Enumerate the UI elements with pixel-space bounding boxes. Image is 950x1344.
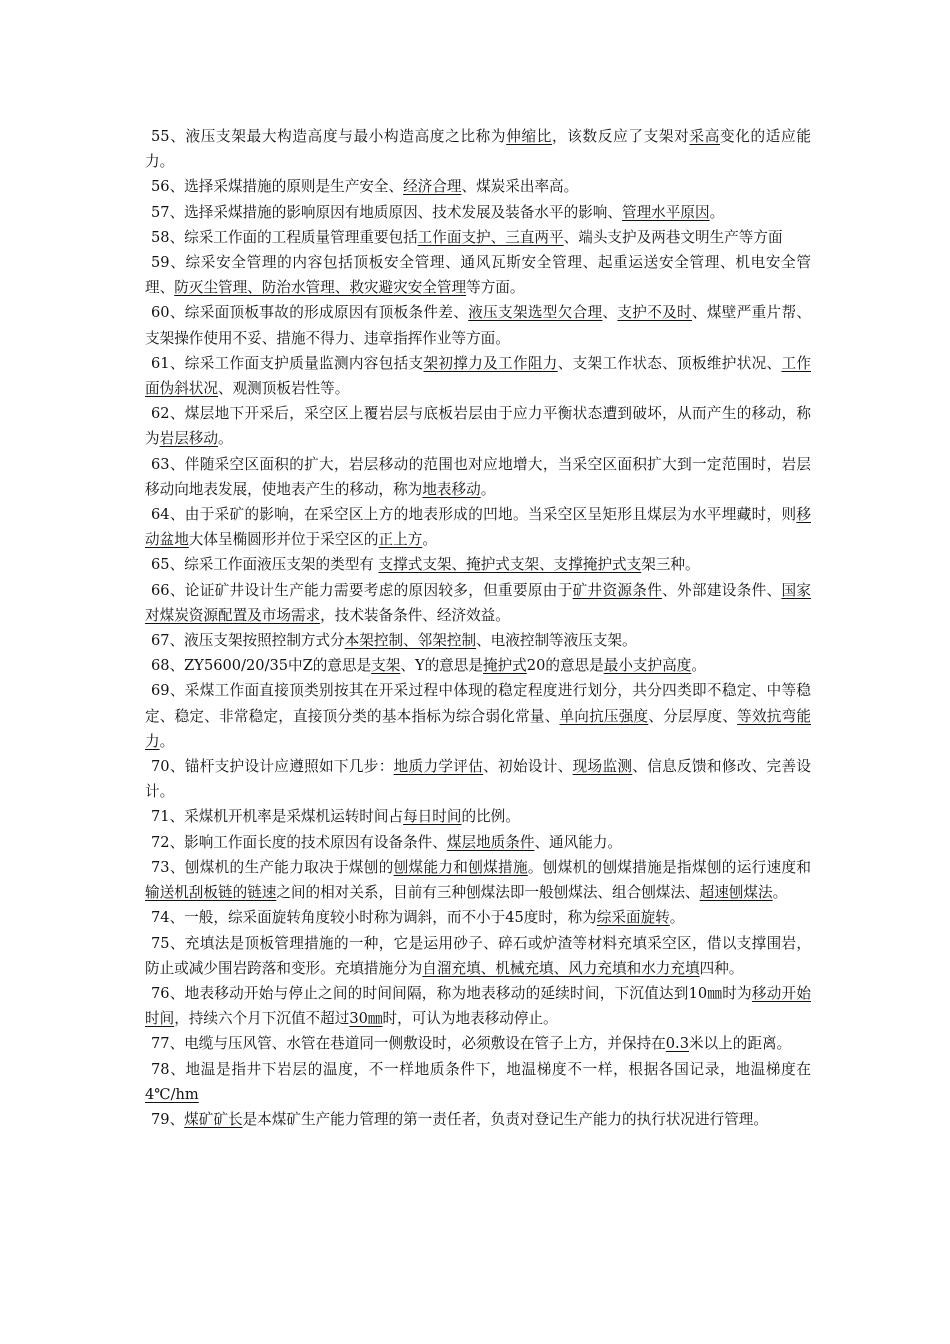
- question-text: 是本煤矿生产能力管理的第一责任者，负责对登记生产能力的执行状况进行管理。: [242, 1110, 768, 1128]
- question-text: 63、伴随采空区面积的扩大，岩层移动的范围也对应地增大，当采空区面积扩大到一定范围时，岩层移动向地表发展，使地表产生的移动，称为: [145, 455, 811, 498]
- question-item-68: [145, 653, 811, 678]
- question-item-69: [145, 678, 811, 754]
- answer-blank: 掩护式: [482, 657, 527, 675]
- question-item-79: [145, 1107, 811, 1132]
- answer-blank: 支护不及时: [617, 304, 692, 322]
- question-text: 、端头支护及两巷文明生产等方面: [563, 228, 783, 246]
- question-text: 时，可认为地表移动停止。: [382, 1010, 558, 1028]
- question-text: 60、综采面顶板事故的形成原因有顶板条件差、: [151, 304, 469, 322]
- question-item-55: [145, 124, 811, 174]
- question-item-64: [145, 502, 811, 552]
- question-item-57: [145, 200, 811, 225]
- question-number: 79、: [151, 1110, 185, 1128]
- question-text: 、煤壁严重片帮、支架操作使用不妥、措施不得力、违章指挥作业等方面。: [145, 304, 811, 347]
- question-text: 64、由于采矿的影响，在采空区上方的地表形成的凹地。当采空区呈矩形且煤层为水平埋藏时，则: [151, 506, 797, 524]
- question-text: 。: [772, 884, 788, 902]
- question-text: 66、论证矿井设计生产能力需要考虑的原因较多，但重要原由于: [151, 581, 573, 599]
- answer-blank: 管理水平原因: [621, 203, 710, 221]
- answer-blank: 移动盆地: [145, 506, 811, 549]
- question-text: 。: [422, 531, 437, 549]
- question-text: 四种。: [699, 959, 744, 977]
- answer-blank: 0.3: [665, 1035, 689, 1053]
- answer-blank: 刨煤能力和刨煤措施: [393, 858, 528, 876]
- question-item-78: [145, 1057, 811, 1107]
- question-text: 米以上的距离。: [688, 1035, 792, 1053]
- question-text: 76、地表移动开始与停止之间的时间间隔，称为地表移动的延续时间，下沉值达到10㎜时为: [151, 984, 752, 1002]
- question-item-77: [145, 1031, 811, 1056]
- answer-blank: 等效抗弯能力: [145, 707, 811, 750]
- answer-blank: 综采面旋转: [596, 909, 670, 927]
- question-text: 、外部建设条件、: [662, 581, 782, 599]
- question-text: 62、煤层地下开采后，采空区上覆岩层与底板岩层由于应力平衡状态遭到破坏，从而产生的移动，称为: [145, 405, 811, 448]
- question-text: 、观测顶板岩性等。: [217, 380, 350, 398]
- question-text: 78、地温是指井下岩层的温度，不一样地质条件下，地温梯度不一样，根据各国记录，地温梯度在: [151, 1060, 811, 1078]
- answer-blank: 本架控制、邻架控制: [344, 632, 477, 650]
- question-text: ，技术装备条件、经济效益。: [320, 606, 510, 624]
- answer-blank: 每日时间: [403, 808, 462, 826]
- answer-blank: 国家对煤炭资源配置及市场需求: [145, 581, 811, 624]
- question-text: 。: [709, 203, 725, 221]
- question-text: 。: [691, 657, 706, 675]
- answer-blank: 输送机刮板链的链速: [145, 884, 277, 902]
- question-text: 、信息反馈和修改、完善设计。: [145, 758, 811, 801]
- question-text: 70、锚杆支护设计应遵照如下几步：: [151, 758, 394, 776]
- answer-blank: 地表移动: [422, 480, 481, 498]
- question-text: 等方面。: [466, 279, 525, 297]
- question-item-70: [145, 754, 811, 804]
- question-text: 、: [602, 304, 618, 322]
- question-text: 69、采煤工作面直接顶类别按其在开采过程中体现的稳定程度进行划分，共分四类即不稳定、中等稳定、稳定、非常稳定，直接顶分类的基本指标为综合弱化常量、: [145, 682, 811, 725]
- question-text: 68、ZY5600/20/35中Z的意思是: [151, 657, 372, 675]
- question-text: 61、综采工作面支护质量监测内容包括支: [151, 354, 424, 372]
- question-item-56: [145, 174, 811, 199]
- question-text: 71、采煤机开机率是采煤机运转时间占: [151, 808, 404, 826]
- question-text: 大体呈椭圆形并位于采空区的: [188, 531, 379, 549]
- question-text: 59、综采安全管理的内容包括顶板安全管理、通风瓦斯安全管理、起重运送安全管理、机电安全管理、: [145, 254, 811, 297]
- question-text: 。: [480, 480, 496, 498]
- question-text: 57、选择采煤措施的影响原因有地质原因、技术发展及装备水平的影响、: [151, 203, 622, 221]
- answer-blank: 岩层移动: [159, 430, 218, 448]
- answer-blank: 现场监测: [572, 758, 633, 776]
- answer-blank: 经济合理: [403, 178, 462, 196]
- document-body: [145, 124, 811, 1132]
- question-item-66: [145, 578, 811, 628]
- question-text: 20的意思是: [526, 657, 604, 675]
- answer-blank: 采高: [689, 128, 720, 145]
- answer-blank: 支撑式支架、掩护式支架、支撑掩护式支: [378, 556, 642, 574]
- question-text: 72、影响工作面长度的技术原因有设备条件、: [151, 833, 447, 851]
- question-text: 。: [669, 909, 685, 927]
- answer-blank: 伸缩比: [506, 128, 553, 145]
- question-text: 、煤炭采出率高。: [461, 178, 579, 196]
- question-text: 、通风能力。: [534, 833, 623, 851]
- question-item-73: [145, 855, 811, 905]
- question-text: 。刨煤机的刨煤措施是指煤刨的运行速度和: [527, 858, 811, 876]
- answer-blank: 防灭尘管理、防治水管理、救灾避灾安全管理: [174, 279, 467, 297]
- question-item-65: [145, 552, 811, 577]
- question-text: 、初始设计、: [483, 758, 573, 776]
- question-text: ，持续六个月下沉值不超过: [174, 1010, 350, 1028]
- question-item-60: [145, 300, 811, 350]
- answer-blank: 正上方: [378, 531, 423, 549]
- question-text: 的比例。: [461, 808, 520, 826]
- question-text: 55、液压支架最大构造高度与最小构造高度之比称为: [151, 128, 507, 145]
- question-item-62: [145, 401, 811, 451]
- question-text: ，该数反应了支架对: [552, 128, 690, 145]
- answer-blank: 30㎜: [349, 1010, 383, 1028]
- answer-blank: 超速刨煤法: [699, 884, 773, 902]
- question-text: 架三种。: [641, 556, 700, 574]
- answer-blank: 煤层地质条件: [446, 833, 535, 851]
- answer-blank: 架初撑力及工作阻力: [423, 354, 558, 372]
- question-text: 、Y的意思是: [400, 657, 483, 675]
- answer-blank: 支架: [371, 657, 401, 675]
- answer-blank: 自溜充填、机械充填、风力充填和水力充填: [422, 959, 700, 977]
- question-text: 变化的适应能力。: [145, 128, 811, 171]
- question-text: 。: [159, 732, 175, 750]
- question-item-74: [145, 905, 811, 930]
- question-text: 58、综采工作面的工程质量管理重要包括: [151, 228, 418, 246]
- answer-blank: 4℃/hm: [145, 1085, 199, 1103]
- question-item-63: [145, 452, 811, 502]
- question-text: 77、电缆与压风管、水管在巷道同一侧敷设时，必须敷设在管子上方，并保持在: [151, 1035, 666, 1053]
- question-text: 56、选择采煤措施的原则是生产安全、: [151, 178, 404, 196]
- question-text: 65、综采工作面液压支架的类型有: [151, 556, 379, 574]
- question-text: 73、刨煤机的生产能力取决于煤刨的: [151, 858, 394, 876]
- question-text: 67、液压支架按照控制方式分: [151, 632, 345, 650]
- question-item-58: [145, 225, 811, 250]
- question-text: 74、一般，综采面旋转角度较小时称为调斜，而不小于45度时，称为: [151, 909, 597, 927]
- question-item-72: [145, 830, 811, 855]
- question-item-67: [145, 628, 811, 653]
- answer-blank: 最小支护高度: [603, 657, 692, 675]
- question-item-59: [145, 250, 811, 300]
- answer-blank: 矿井资源条件: [572, 581, 663, 599]
- answer-blank: 液压支架选型欠合理: [468, 304, 603, 322]
- question-text: 75、充填法是顶板管理措施的一种，它是运用砂子、碎石或炉渣等材料充填采空区，借以支撑围岩，防止或减少围岩跨落和变形。充填措施分为: [145, 934, 811, 977]
- answer-blank: 移动开始时间: [145, 984, 811, 1028]
- question-text: 、电液控制等液压支架。: [476, 632, 637, 650]
- answer-blank: 工作面伪斜状况: [145, 354, 811, 398]
- question-text: 、分层厚度、: [648, 707, 738, 725]
- question-item-71: [145, 804, 811, 829]
- answer-blank: 地质力学评估: [393, 758, 484, 776]
- question-item-61: [145, 351, 811, 401]
- question-text: 、支架工作状态、顶板维护状况、: [557, 354, 782, 372]
- question-text: 。: [218, 430, 233, 448]
- answer-blank: 单向抗压强度: [559, 707, 649, 725]
- question-item-75: [145, 931, 811, 981]
- answer-blank: 工作面支护、三直两平: [417, 228, 564, 246]
- question-text: 之间的相对关系，目前有三种刨煤法即一般刨煤法、组合刨煤法、: [276, 884, 700, 902]
- question-item-76: [145, 981, 811, 1031]
- answer-blank: 煤矿矿长: [184, 1110, 243, 1128]
